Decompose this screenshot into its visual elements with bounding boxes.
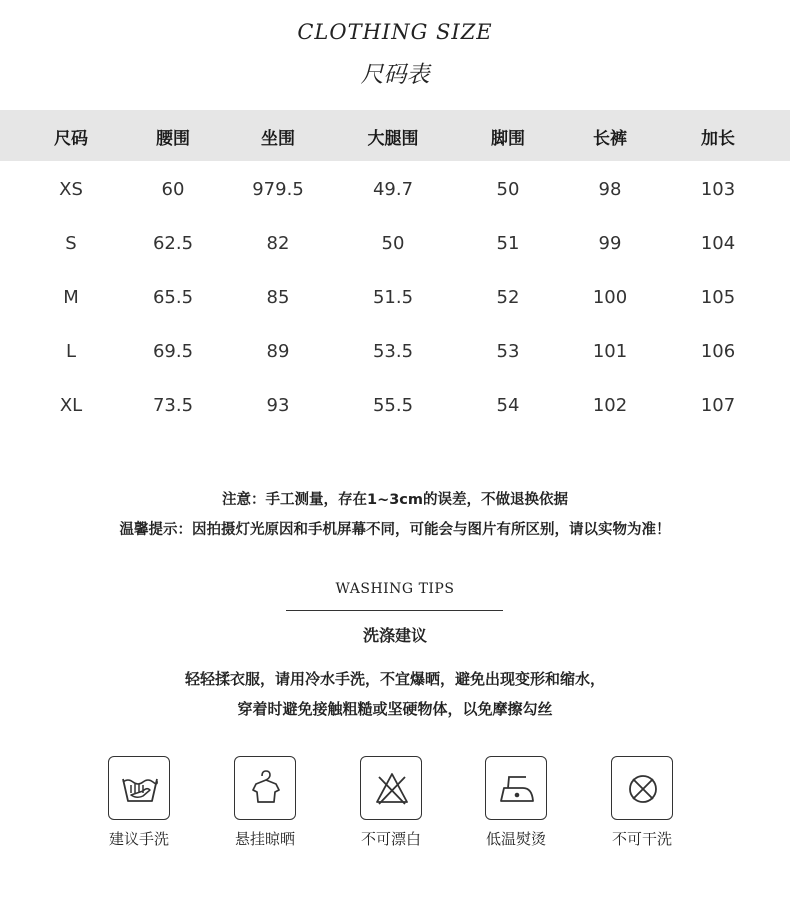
table-cell: XL	[59, 395, 83, 416]
washing-instructions-line1: 轻轻揉衣服，请用冷水手洗，不宜爆晒，避免出现变形和缩水，	[184, 670, 605, 688]
hand-wash-label: 建议手洗	[108, 830, 169, 848]
table-cell: 82	[266, 233, 290, 254]
table-cell: 105	[700, 287, 736, 308]
hang-dry-icon	[234, 756, 296, 820]
divider	[286, 610, 503, 611]
table-cell: 98	[598, 179, 622, 200]
hang-dry-label: 悬挂晾晒	[234, 830, 295, 848]
table-cell: XS	[59, 179, 83, 200]
hand-wash-icon	[108, 756, 170, 820]
washing-title-english: WASHING TIPS	[335, 581, 455, 597]
table-cell: 50	[381, 233, 405, 254]
table-cell: 52	[496, 287, 520, 308]
measurement-note: 注意：手工测量，存在1~3cm的误差，不做退换依据	[221, 492, 569, 508]
table-cell: 100	[592, 287, 628, 308]
color-disclaimer: 温馨提示：因拍摄灯光原因和手机屏幕不同，可能会与图片有所区别，请以实物为准！	[119, 522, 671, 538]
table-cell: 73.5	[152, 395, 194, 416]
table-cell: 101	[592, 341, 628, 362]
column-header-size: 尺码	[54, 129, 88, 149]
table-row	[0, 287, 790, 317]
table-cell: 106	[700, 341, 736, 362]
table-row	[0, 341, 790, 371]
table-cell: 60	[161, 179, 185, 200]
table-cell: 93	[266, 395, 290, 416]
table-row	[0, 395, 790, 425]
table-cell: S	[65, 233, 77, 254]
table-cell: 50	[496, 179, 520, 200]
table-cell: 89	[266, 341, 290, 362]
title-english: CLOTHING SIZE	[297, 20, 493, 44]
column-header-hip: 坐围	[261, 129, 295, 149]
washing-instructions-line2: 穿着时避免接触粗糙或坚硬物体，以免摩擦勾丝	[237, 700, 553, 718]
table-cell: 53.5	[372, 341, 414, 362]
table-cell: 107	[700, 395, 736, 416]
table-cell: 51	[496, 233, 520, 254]
table-cell: 979.5	[252, 179, 304, 200]
no-dry-clean-icon	[611, 756, 673, 820]
table-cell: 51.5	[372, 287, 414, 308]
washing-title-chinese: 洗涤建议	[362, 626, 427, 645]
column-header-thigh: 大腿围	[367, 129, 419, 149]
table-cell: 65.5	[152, 287, 194, 308]
table-cell: 103	[700, 179, 736, 200]
table-cell: 53	[496, 341, 520, 362]
table-cell: 49.7	[372, 179, 414, 200]
table-cell: 104	[700, 233, 736, 254]
table-cell: 62.5	[152, 233, 194, 254]
table-row	[0, 179, 790, 209]
low-iron-icon	[485, 756, 547, 820]
size-table-header	[0, 110, 790, 161]
low-iron-label: 低温熨烫	[485, 830, 546, 848]
no-bleach-icon	[360, 756, 422, 820]
table-cell: M	[63, 287, 79, 308]
no-bleach-label: 不可漂白	[360, 830, 421, 848]
table-row	[0, 233, 790, 263]
title-chinese: 尺码表	[360, 62, 430, 88]
column-header-length: 长裤	[593, 129, 627, 149]
column-header-leg-opening: 脚围	[491, 129, 525, 149]
column-header-waist: 腰围	[156, 129, 190, 149]
table-cell: 99	[598, 233, 622, 254]
table-cell: 54	[496, 395, 520, 416]
table-cell: 85	[266, 287, 290, 308]
column-header-long-length: 加长	[701, 129, 735, 149]
table-cell: L	[65, 341, 77, 362]
table-cell: 55.5	[372, 395, 414, 416]
table-cell: 102	[592, 395, 628, 416]
table-cell: 69.5	[152, 341, 194, 362]
no-dry-clean-label: 不可干洗	[611, 830, 672, 848]
